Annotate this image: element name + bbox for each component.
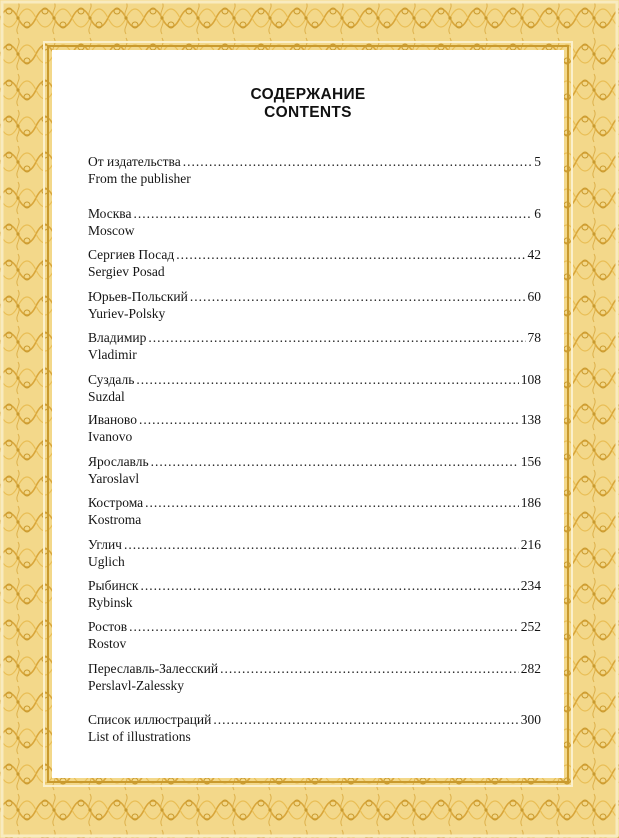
- entry-title-ru: Москва: [88, 206, 132, 221]
- entry-title-ru: Кострома: [88, 495, 144, 510]
- entry-title-en: Sergiev Posad: [88, 264, 165, 279]
- page-number: 42: [527, 247, 541, 262]
- page-number: 300: [520, 712, 541, 727]
- entry-title-ru: Сергиев Посад: [88, 247, 175, 262]
- toc-line: [88, 288, 541, 305]
- page-number: 5: [534, 154, 541, 169]
- toc-entry[interactable]: [88, 205, 541, 239]
- toc-line: [88, 494, 541, 511]
- entry-title-ru: Список иллюстраций: [88, 712, 212, 727]
- toc-entry[interactable]: [88, 329, 541, 363]
- entry-title-ru: Суздаль: [88, 372, 135, 387]
- toc-entry[interactable]: [88, 660, 541, 694]
- page-number: 252: [520, 619, 541, 634]
- entry-title-ru: Углич: [88, 537, 122, 552]
- toc-entry[interactable]: [88, 453, 541, 487]
- dot-leader: [129, 618, 519, 635]
- entry-title-ru: Рыбинск: [88, 578, 139, 593]
- toc-entry[interactable]: [88, 371, 541, 405]
- toc-line: [88, 711, 541, 728]
- entry-title-ru: Юрьев-Польский: [88, 289, 188, 304]
- toc-entry[interactable]: [88, 536, 541, 570]
- toc-line: [88, 153, 541, 170]
- entry-title-en: Yaroslavl: [88, 471, 140, 486]
- dot-leader: [151, 453, 519, 470]
- heading-ru: СОДЕРЖАНИЕ: [250, 86, 366, 103]
- page-number: 186: [520, 495, 541, 510]
- entry-title-ru: Ярославль: [88, 454, 149, 469]
- entry-title-en: Ivanovo: [88, 429, 133, 444]
- entry-title-en: Vladimir: [88, 347, 137, 362]
- dot-leader: [148, 329, 525, 346]
- dot-leader: [139, 411, 519, 428]
- toc-line: [88, 536, 541, 553]
- dot-leader: [183, 153, 533, 170]
- page-number: 138: [520, 412, 541, 427]
- dot-leader: [140, 577, 518, 594]
- page-number: 60: [527, 289, 541, 304]
- dot-leader: [145, 494, 519, 511]
- entry-title-en: Uglich: [88, 554, 125, 569]
- entry-title-en: Yuriev-Polsky: [88, 306, 166, 321]
- entry-title-en: From the publisher: [88, 171, 191, 186]
- toc-entry[interactable]: [88, 411, 541, 445]
- entry-title-en: List of illustrations: [88, 729, 191, 744]
- toc-line: [88, 618, 541, 635]
- toc-line: [88, 453, 541, 470]
- toc-line: [88, 577, 541, 594]
- toc-entry[interactable]: [88, 288, 541, 322]
- dot-leader: [136, 371, 518, 388]
- toc-entry[interactable]: [88, 711, 541, 745]
- entry-title-ru: Переславль-Залесский: [88, 661, 219, 676]
- dot-leader: [134, 205, 533, 222]
- entry-title-en: Rybinsk: [88, 595, 133, 610]
- entry-title-ru: Иваново: [88, 412, 137, 427]
- entry-title-en: Perslavl-Zalessky: [88, 678, 184, 693]
- page-number: 282: [520, 661, 541, 676]
- toc-line: [88, 660, 541, 677]
- toc-entry[interactable]: [88, 494, 541, 528]
- dot-leader: [176, 246, 525, 263]
- dot-leader: [190, 288, 526, 305]
- page-number: 216: [520, 537, 541, 552]
- toc-line: [88, 411, 541, 428]
- toc-line: [88, 371, 541, 388]
- entry-title-ru: Владимир: [88, 330, 147, 345]
- page-number: 156: [520, 454, 541, 469]
- page-number: 6: [534, 206, 541, 221]
- entry-title-ru: Ростов: [88, 619, 128, 634]
- page-number: 108: [520, 372, 541, 387]
- toc-entry[interactable]: [88, 153, 541, 187]
- page-number: 78: [527, 330, 541, 345]
- heading-en: CONTENTS: [264, 104, 352, 121]
- entry-title-en: Suzdal: [88, 389, 125, 404]
- toc-entry[interactable]: [88, 246, 541, 280]
- entry-title-en: Rostov: [88, 636, 127, 651]
- dot-leader: [220, 660, 519, 677]
- toc-line: [88, 246, 541, 263]
- entry-title-en: Moscow: [88, 223, 135, 238]
- dot-leader: [124, 536, 519, 553]
- entry-title-en: Kostroma: [88, 512, 142, 527]
- dot-leader: [213, 711, 518, 728]
- toc-line: [88, 205, 541, 222]
- toc-entry[interactable]: [88, 577, 541, 611]
- page-number: 234: [520, 578, 541, 593]
- content-area: [52, 50, 564, 778]
- entry-title-ru: От издательства: [88, 154, 181, 169]
- toc-line: [88, 329, 541, 346]
- toc-entry[interactable]: [88, 618, 541, 652]
